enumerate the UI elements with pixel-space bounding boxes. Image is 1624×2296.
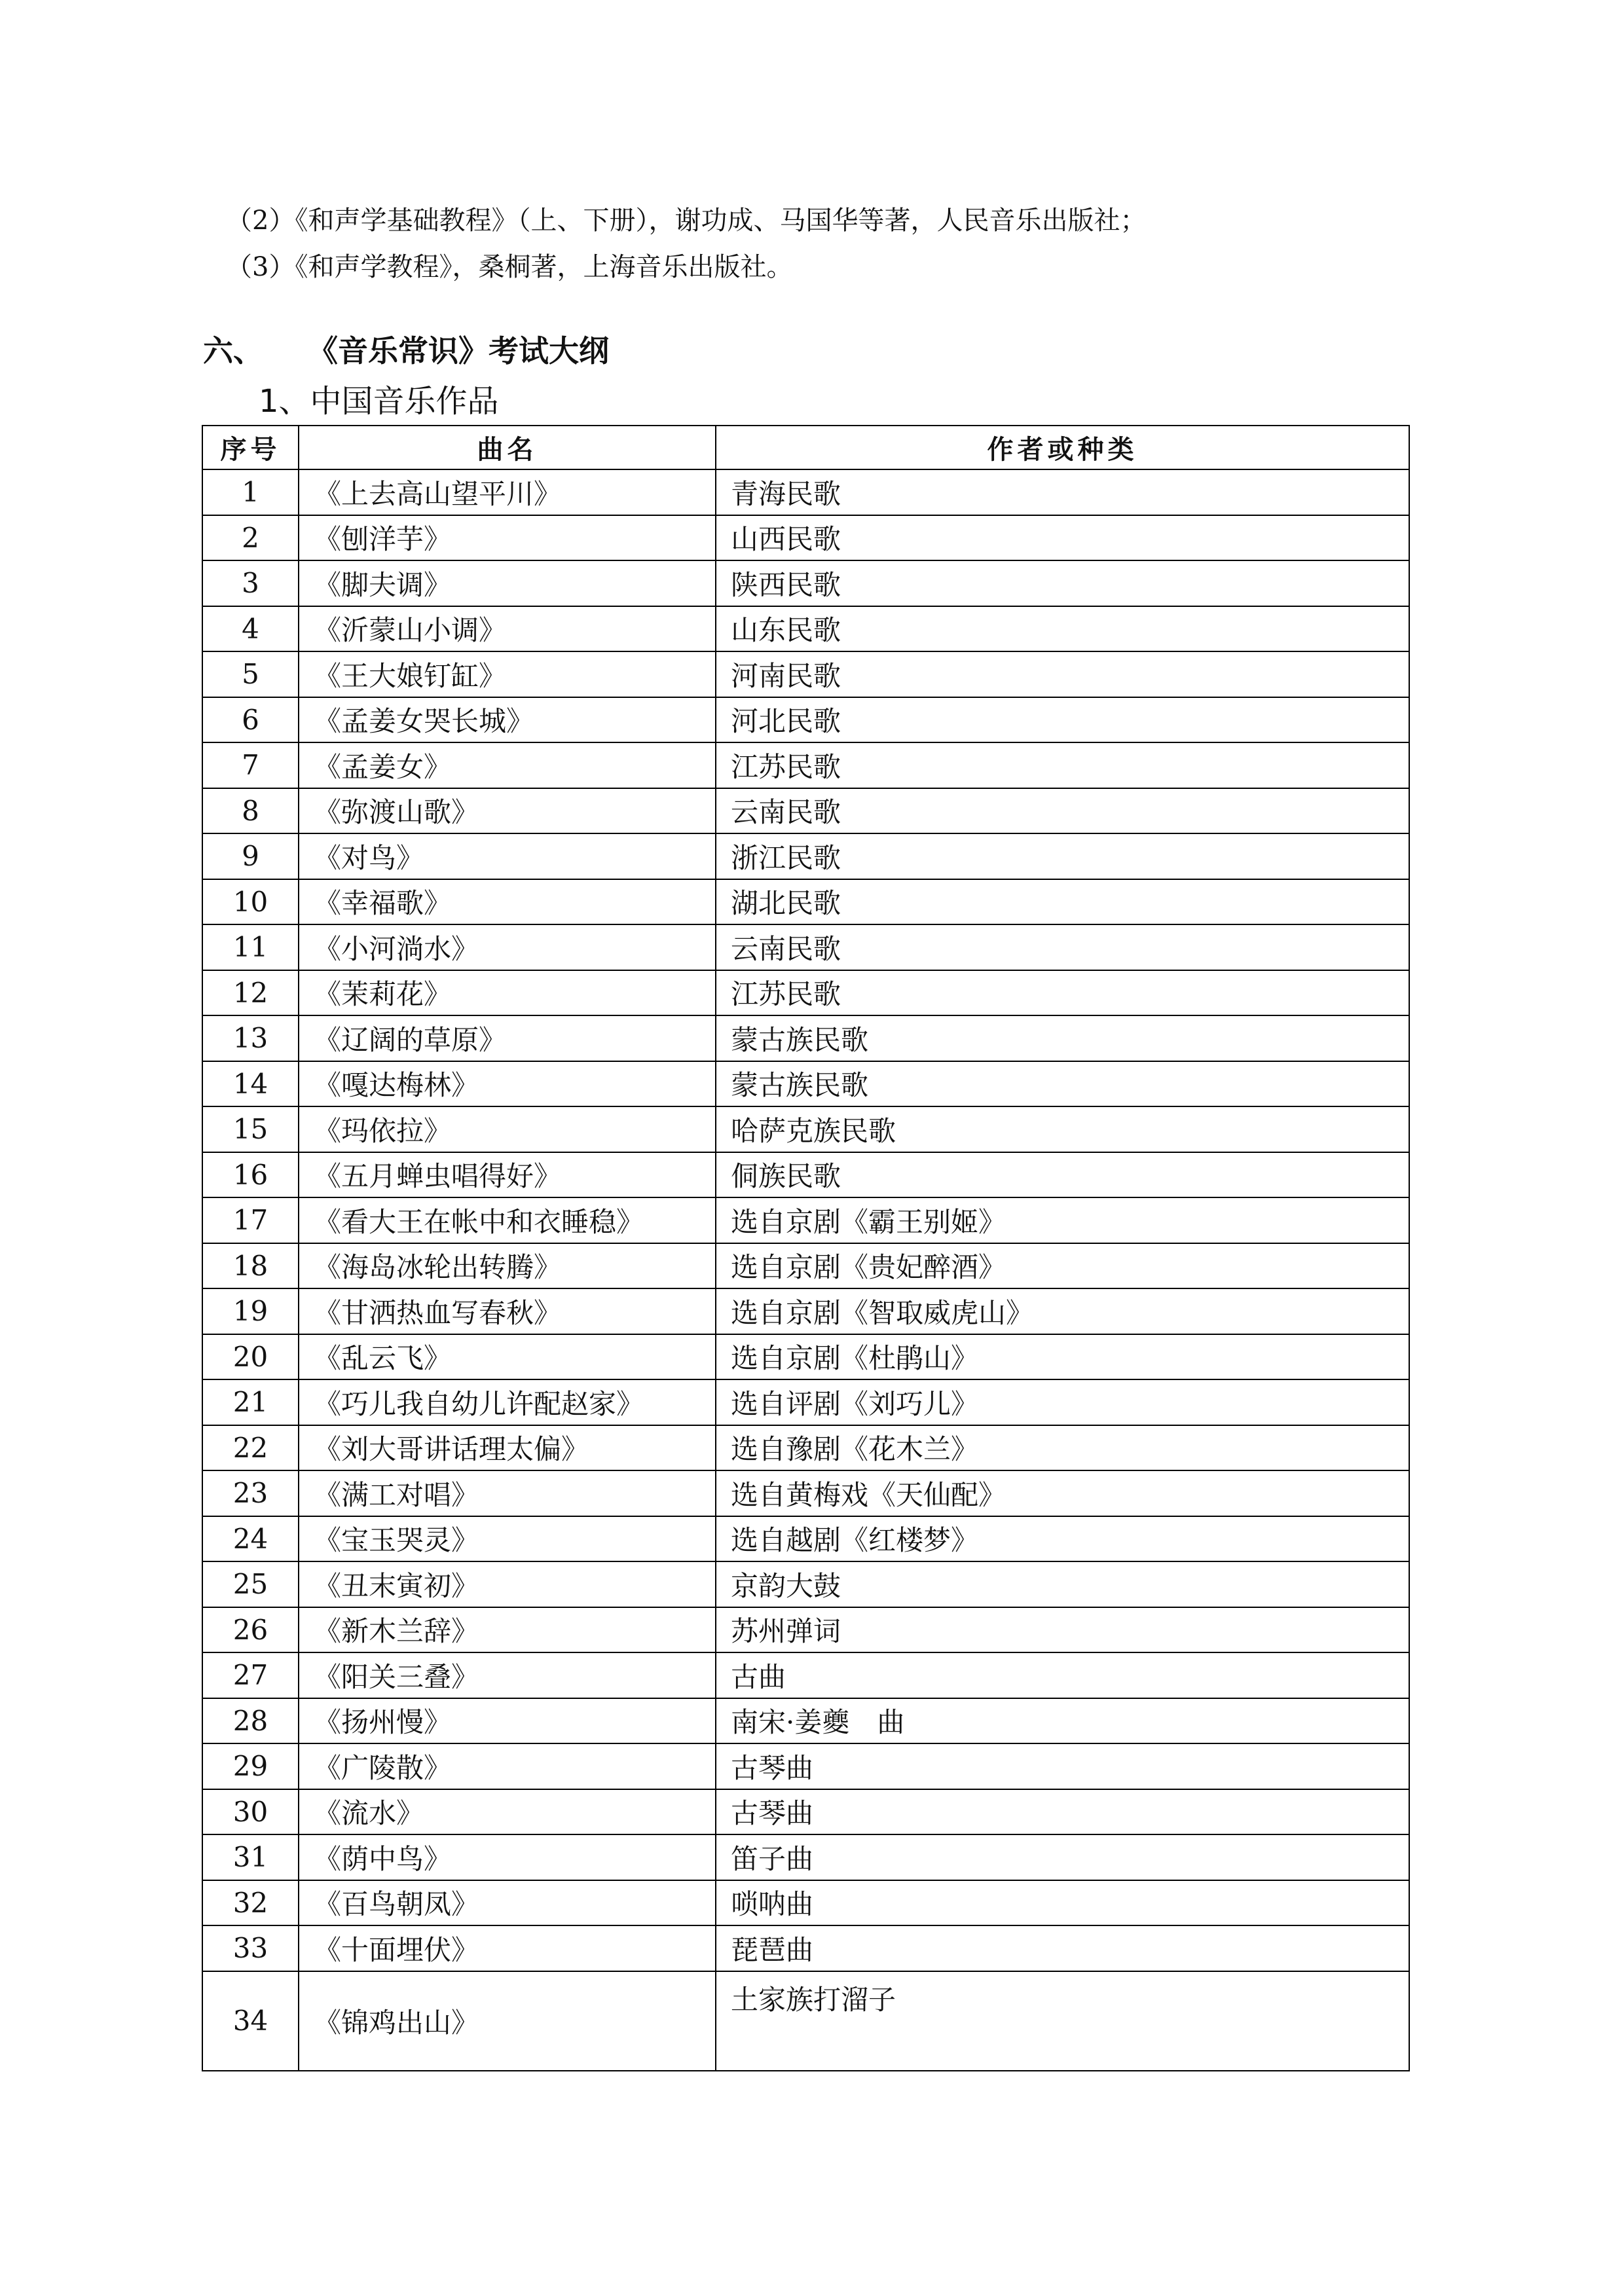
row-number: 1 [202, 469, 299, 515]
row-kind: 琵琶曲 [716, 1925, 1409, 1971]
row-title: 《宝玉哭灵》 [299, 1516, 716, 1562]
row-title: 《新木兰辞》 [299, 1607, 716, 1653]
table-row [202, 1698, 1409, 1744]
row-number: 33 [202, 1925, 299, 1971]
row-title: 《乱云飞》 [299, 1334, 716, 1380]
row-title: 《刘大哥讲话理太偏》 [299, 1425, 716, 1471]
row-kind: 选自京剧《霸王别姬》 [716, 1197, 1409, 1243]
row-kind: 浙江民歌 [716, 833, 1409, 879]
table-row [202, 1925, 1409, 1971]
row-title: 《小河淌水》 [299, 924, 716, 970]
row-title: 《荫中鸟》 [299, 1834, 716, 1880]
row-number: 15 [202, 1106, 299, 1152]
table-row [202, 1743, 1409, 1789]
table-row [202, 1379, 1409, 1425]
table-row [202, 1516, 1409, 1562]
row-number: 8 [202, 788, 299, 834]
row-number: 9 [202, 833, 299, 879]
table-row [202, 1334, 1409, 1380]
row-title: 《沂蒙山小调》 [299, 606, 716, 652]
row-number: 28 [202, 1698, 299, 1744]
row-kind: 蒙古族民歌 [716, 1015, 1409, 1061]
row-number: 4 [202, 606, 299, 652]
row-kind: 江苏民歌 [716, 742, 1409, 788]
row-kind: 古琴曲 [716, 1743, 1409, 1789]
row-kind: 古琴曲 [716, 1789, 1409, 1835]
music-works-table [202, 425, 1410, 2071]
row-title: 《甘洒热血写春秋》 [299, 1288, 716, 1334]
row-number: 20 [202, 1334, 299, 1380]
table-row [202, 788, 1409, 834]
header-number: 序号 [202, 426, 299, 469]
table-row [202, 1880, 1409, 1926]
row-kind: 湖北民歌 [716, 879, 1409, 925]
row-number: 17 [202, 1197, 299, 1243]
row-kind: 云南民歌 [716, 788, 1409, 834]
row-kind: 京韵大鼓 [716, 1561, 1409, 1607]
row-title: 《扬州慢》 [299, 1698, 716, 1744]
reference-item-2: （2）《和声学基础教程》（上、下册），谢功成、马国华等著，人民音乐出版社； [226, 206, 1147, 236]
row-title: 《十面埋伏》 [299, 1925, 716, 1971]
table-row [202, 1197, 1409, 1243]
row-number: 25 [202, 1561, 299, 1607]
row-number: 27 [202, 1652, 299, 1698]
row-title: 《海岛冰轮出转腾》 [299, 1243, 716, 1289]
row-title: 《脚夫调》 [299, 560, 716, 606]
row-number: 11 [202, 924, 299, 970]
row-title: 《百鸟朝凤》 [299, 1880, 716, 1926]
row-title: 《幸福歌》 [299, 879, 716, 925]
section-title: 《音乐常识》考试大纲 [308, 333, 609, 369]
row-title: 《辽阔的草原》 [299, 1015, 716, 1061]
reference-item-3: （3）《和声学教程》，桑桐著，上海音乐出版社。 [226, 252, 793, 282]
row-title: 《五月蝉虫唱得好》 [299, 1152, 716, 1198]
row-number: 31 [202, 1834, 299, 1880]
row-kind: 选自豫剧《花木兰》 [716, 1425, 1409, 1471]
table-row [202, 469, 1409, 515]
row-title: 《巧儿我自幼儿许配赵家》 [299, 1379, 716, 1425]
table-row [202, 1470, 1409, 1516]
row-kind: 山西民歌 [716, 515, 1409, 561]
row-kind: 选自京剧《智取威虎山》 [716, 1288, 1409, 1334]
row-number: 7 [202, 742, 299, 788]
row-number: 13 [202, 1015, 299, 1061]
row-number: 16 [202, 1152, 299, 1198]
table-row [202, 651, 1409, 697]
header-kind: 作者或种类 [716, 426, 1409, 469]
row-kind: 苏州弹词 [716, 1607, 1409, 1653]
row-kind: 侗族民歌 [716, 1152, 1409, 1198]
row-number: 10 [202, 879, 299, 925]
table-row [202, 1971, 1409, 2071]
table-row [202, 606, 1409, 652]
row-title: 《流水》 [299, 1789, 716, 1835]
row-number: 29 [202, 1743, 299, 1789]
row-title: 《孟姜女哭长城》 [299, 697, 716, 743]
row-number: 32 [202, 1880, 299, 1926]
row-kind: 南宋·姜夔 曲 [716, 1698, 1409, 1744]
row-kind: 陕西民歌 [716, 560, 1409, 606]
table-row [202, 833, 1409, 879]
table-row [202, 879, 1409, 925]
table-row [202, 1061, 1409, 1107]
row-title: 《茉莉花》 [299, 970, 716, 1016]
table-row [202, 1561, 1409, 1607]
table-row [202, 1015, 1409, 1061]
table-row [202, 970, 1409, 1016]
table-row [202, 1789, 1409, 1835]
section-number: 六、 [203, 333, 263, 369]
row-number: 22 [202, 1425, 299, 1471]
row-title: 《嘎达梅林》 [299, 1061, 716, 1107]
table-row [202, 1425, 1409, 1471]
row-number: 30 [202, 1789, 299, 1835]
row-number: 12 [202, 970, 299, 1016]
row-title: 《弥渡山歌》 [299, 788, 716, 834]
table-body [202, 469, 1409, 2071]
table-row [202, 1607, 1409, 1653]
row-kind: 唢呐曲 [716, 1880, 1409, 1926]
table-row [202, 924, 1409, 970]
header-title: 曲名 [299, 426, 716, 469]
row-number: 18 [202, 1243, 299, 1289]
row-kind: 蒙古族民歌 [716, 1061, 1409, 1107]
row-kind: 河南民歌 [716, 651, 1409, 697]
table-row [202, 697, 1409, 743]
row-title: 《王大娘钉缸》 [299, 651, 716, 697]
row-title: 《对鸟》 [299, 833, 716, 879]
row-number: 26 [202, 1607, 299, 1653]
row-number: 3 [202, 560, 299, 606]
row-kind: 云南民歌 [716, 924, 1409, 970]
row-kind: 选自评剧《刘巧儿》 [716, 1379, 1409, 1425]
row-kind: 青海民歌 [716, 469, 1409, 515]
table-row [202, 742, 1409, 788]
table-row [202, 1288, 1409, 1334]
row-kind: 古曲 [716, 1652, 1409, 1698]
table-row [202, 1106, 1409, 1152]
row-title: 《孟姜女》 [299, 742, 716, 788]
table-row [202, 560, 1409, 606]
row-number: 21 [202, 1379, 299, 1425]
row-title: 《刨洋芋》 [299, 515, 716, 561]
row-kind: 选自越剧《红楼梦》 [716, 1516, 1409, 1562]
row-title: 《玛依拉》 [299, 1106, 716, 1152]
row-title: 《满工对唱》 [299, 1470, 716, 1516]
row-kind: 选自京剧《贵妃醉酒》 [716, 1243, 1409, 1289]
row-kind: 河北民歌 [716, 697, 1409, 743]
row-number: 23 [202, 1470, 299, 1516]
row-number: 24 [202, 1516, 299, 1562]
row-number: 14 [202, 1061, 299, 1107]
row-number: 5 [202, 651, 299, 697]
row-kind: 土家族打溜子 [716, 1971, 1409, 2071]
row-number: 2 [202, 515, 299, 561]
row-title: 《丑末寅初》 [299, 1561, 716, 1607]
row-title: 《锦鸡出山》 [299, 1971, 716, 2071]
table-row [202, 1652, 1409, 1698]
row-number: 34 [202, 1971, 299, 2071]
row-title: 《阳关三叠》 [299, 1652, 716, 1698]
row-title: 《看大王在帐中和衣睡稳》 [299, 1197, 716, 1243]
table-header-row [202, 426, 1409, 469]
table-row [202, 1243, 1409, 1289]
row-kind: 哈萨克族民歌 [716, 1106, 1409, 1152]
table-row [202, 1834, 1409, 1880]
row-title: 《上去高山望平川》 [299, 469, 716, 515]
row-number: 19 [202, 1288, 299, 1334]
row-kind: 选自黄梅戏《天仙配》 [716, 1470, 1409, 1516]
row-number: 6 [202, 697, 299, 743]
row-kind: 山东民歌 [716, 606, 1409, 652]
row-kind: 江苏民歌 [716, 970, 1409, 1016]
table-row [202, 515, 1409, 561]
row-kind: 选自京剧《杜鹃山》 [716, 1334, 1409, 1380]
row-kind: 笛子曲 [716, 1834, 1409, 1880]
table-row [202, 1152, 1409, 1198]
section-heading [203, 333, 609, 369]
subsection-heading: 1、中国音乐作品 [259, 383, 499, 420]
row-title: 《广陵散》 [299, 1743, 716, 1789]
